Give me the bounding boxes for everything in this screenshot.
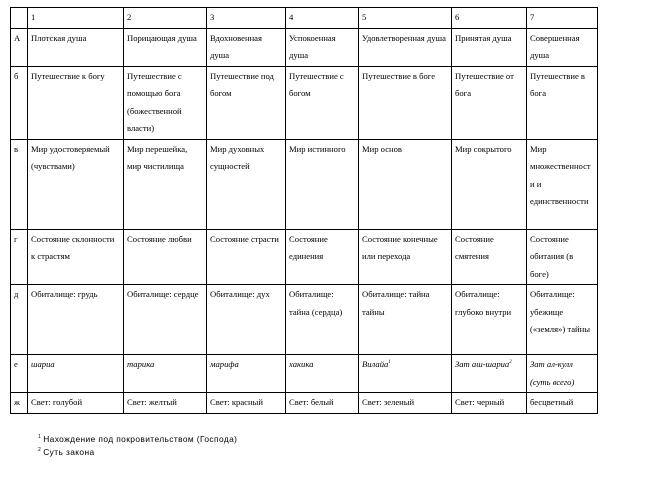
table-cell: Состояние единения	[286, 229, 359, 285]
table-cell: Путешествие от бога	[452, 66, 527, 139]
table-cell: Мир перешейка, мир чистилища	[124, 139, 207, 229]
table-cell: Обиталище: убежище («земля») тайны	[527, 285, 598, 355]
table-cell: марифа	[207, 355, 286, 393]
table-cell: шариа	[28, 355, 124, 393]
table-cell: Обиталище: тайна тайны	[359, 285, 452, 355]
table-cell: Путешествие к богу	[28, 66, 124, 139]
table-cell: Мир удостоверяемый (чувствами)	[28, 139, 124, 229]
table-cell: Мир сокрытого	[452, 139, 527, 229]
table-cell: Совершенная душа	[527, 28, 598, 66]
table-cell: Порицающая душа	[124, 28, 207, 66]
footnote	[38, 446, 237, 459]
table-row	[11, 285, 598, 355]
table-cell: Успокоенная душа	[286, 28, 359, 66]
table-row	[11, 66, 598, 139]
table-cell: Обиталище: грудь	[28, 285, 124, 355]
footnote-text: Суть закона	[43, 446, 95, 457]
table-cell: Мир основ	[359, 139, 452, 229]
table-cell: Свет: черный	[452, 393, 527, 414]
table-cell: Путешествие в бога	[527, 66, 598, 139]
soul-stages-table	[10, 7, 598, 414]
header-cell: 7	[527, 8, 598, 29]
table-cell: Зат ал-кулл (суть всего)	[527, 355, 598, 393]
footnote-text: Нахождение под покровительством (Господа)	[43, 434, 238, 444]
header-cell: 6	[452, 8, 527, 29]
table-cell: Путешествие с помощью бога (божественной власти)	[124, 66, 207, 139]
row-label: в	[11, 139, 28, 229]
header-cell: 5	[359, 8, 452, 29]
table-cell: Состояние склонности к страстям	[28, 229, 124, 285]
table-cell: Мир истинного	[286, 139, 359, 229]
table-cell: Свет: желтый	[124, 393, 207, 414]
row-label: д	[11, 285, 28, 355]
table-cell: Обиталище: глубоко внутри	[452, 285, 527, 355]
header-cell: 4	[286, 8, 359, 29]
table-cell: Плотская душа	[28, 28, 124, 66]
row-label: б	[11, 66, 28, 139]
cell-text: Зат аш-шариа	[455, 359, 510, 369]
table-row	[11, 393, 598, 414]
table-cell: Состояние смятения	[452, 229, 527, 285]
header-cell: 3	[207, 8, 286, 29]
header-row	[11, 8, 598, 29]
table-cell	[359, 355, 452, 393]
table-cell: Состояние любви	[124, 229, 207, 285]
header-cell: 2	[124, 8, 207, 29]
footnotes	[38, 433, 237, 458]
table-row	[11, 139, 598, 229]
table-cell: бесцветный	[527, 393, 598, 414]
footnote-ref[interactable]: 2	[509, 360, 512, 366]
cell-text: Вилайа	[362, 359, 389, 369]
table-cell: Состояние обитания (в боге)	[527, 229, 598, 285]
row-label: е	[11, 355, 28, 393]
table-row	[11, 229, 598, 285]
table-cell: Обиталище: дух	[207, 285, 286, 355]
table-cell: Удовлетворенная душа	[359, 28, 452, 66]
footnote	[38, 433, 237, 446]
table-cell: Свет: голубой	[28, 393, 124, 414]
table-cell: Свет: зеленый	[359, 393, 452, 414]
table-cell: Путешествие с богом	[286, 66, 359, 139]
table-cell: Состояние конечные или перехода	[359, 229, 452, 285]
footnote-ref[interactable]: 1	[388, 360, 391, 366]
table-cell: Путешествие под богом	[207, 66, 286, 139]
table-row	[11, 28, 598, 66]
table-cell: Путешествие в боге	[359, 66, 452, 139]
table-cell: Свет: красный	[207, 393, 286, 414]
footnote-mark: 1	[38, 434, 42, 441]
footnote-mark: 2	[38, 446, 42, 453]
table-cell: Обиталище: сердце	[124, 285, 207, 355]
table-cell: Мир духовных сущностей	[207, 139, 286, 229]
table-cell: Мир множественности и единственности	[527, 139, 598, 229]
table-cell: Вдохновенная душа	[207, 28, 286, 66]
header-cell	[11, 8, 28, 29]
table-cell	[452, 355, 527, 393]
table-cell: Принятая душа	[452, 28, 527, 66]
header-cell: 1	[28, 8, 124, 29]
row-label: А	[11, 28, 28, 66]
table-row	[11, 355, 598, 393]
table-cell: Свет: белый	[286, 393, 359, 414]
table-cell: Состояние страсти	[207, 229, 286, 285]
table-cell: тарика	[124, 355, 207, 393]
table-cell: Обиталище: тайна (сердца)	[286, 285, 359, 355]
row-label: ж	[11, 393, 28, 414]
table-cell: хакика	[286, 355, 359, 393]
row-label: г	[11, 229, 28, 285]
